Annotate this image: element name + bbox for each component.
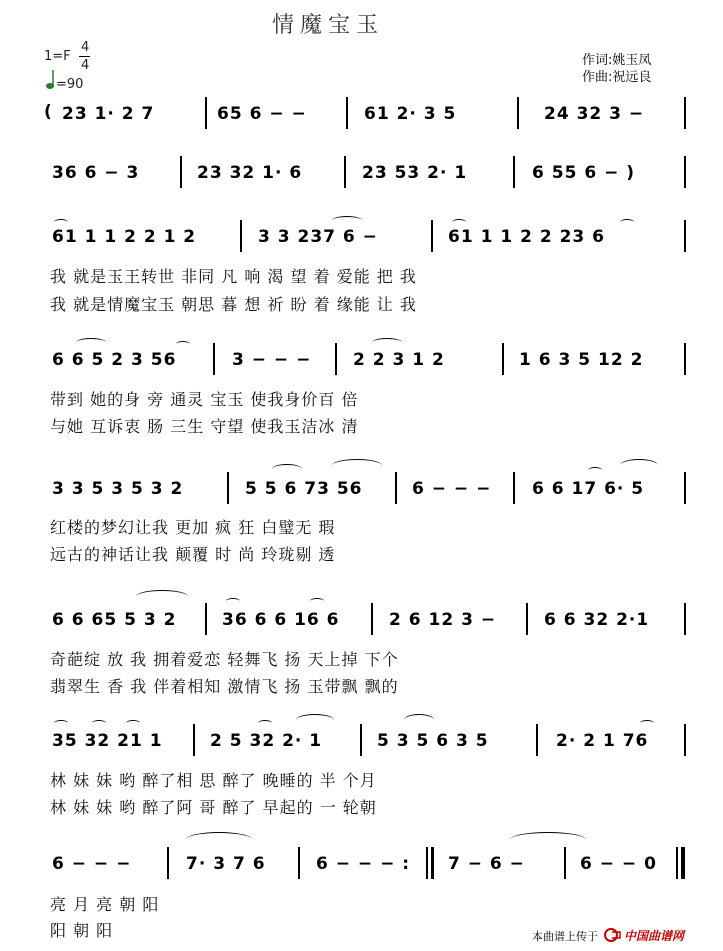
bar-line: [564, 847, 566, 879]
bar-line: [526, 603, 528, 635]
lyric-line-2: 与她 互诉衷 肠 三生 守望 使我玉洁冰 清: [50, 417, 359, 436]
measure-notes: 6 − − −: [412, 479, 492, 499]
bar-line: [684, 603, 686, 635]
time-signature-line: [79, 56, 90, 57]
bar-line: [513, 156, 515, 188]
measure-notes: 3 3 5 3 5 3 2: [52, 479, 184, 499]
measure-notes: 6 − − 0: [580, 854, 657, 874]
slur-mark: [92, 720, 106, 726]
measure-notes: 6 6 17 6· 5: [532, 479, 645, 499]
slur-mark: [332, 459, 382, 472]
measure-notes: 5 3 5 6 3 5: [377, 731, 489, 751]
slur-mark: [258, 720, 272, 726]
time-signature-top: 4: [81, 40, 90, 55]
measure-notes: 6 55 6 − ): [532, 163, 636, 183]
measure-notes: 1 6 3 5 12 2: [519, 350, 644, 370]
slur-mark: [136, 590, 188, 603]
lyric-line-1: 带到 她的身 旁 通灵 宝玉 使我身价百 倍: [50, 390, 359, 409]
bar-line: [684, 156, 686, 188]
bar-line: [205, 603, 207, 635]
bar-line: [371, 603, 373, 635]
bar-line: [213, 343, 215, 375]
composer-credit: 作曲:祝远良: [582, 70, 652, 85]
measure-notes: 35 32 21 1: [52, 731, 163, 751]
lyric-line-1: 我 就是玉王转世 非同 凡 响 渴 望 着 爱能 把 我: [50, 267, 417, 286]
measure-notes: 6 6 5 2 3 56: [52, 350, 177, 370]
lyric-line-1: 红楼的梦幻让我 更加 疯 狂 白璧无 瑕: [50, 518, 336, 537]
measure-notes: 2· 2 1 76: [556, 731, 649, 751]
bar-line: [684, 724, 686, 756]
slur-mark: [310, 598, 324, 604]
lyricist-credit: 作词:姚玉凤: [582, 53, 652, 68]
bar-line: [536, 724, 538, 756]
bar-line: [684, 97, 686, 129]
final-bar-line-thick: [681, 847, 685, 879]
slur-mark: [296, 714, 334, 726]
measure-notes: 23 53 2· 1: [362, 163, 468, 183]
slur-mark: [404, 714, 434, 726]
slur-mark: [226, 598, 240, 604]
slur-mark: [186, 832, 252, 847]
lyric-line-2: 远古的神话让我 颠覆 时 尚 玲珑剔 透: [50, 545, 336, 564]
measure-notes: 65 6 − −: [217, 104, 307, 124]
measure-notes: 6 6 65 5 3 2: [52, 610, 177, 630]
lyric-line-1: 亮 月 亮 朝 阳: [50, 895, 160, 914]
slur-mark: [126, 720, 140, 726]
lyric-line-2: 我 就是情魔宝玉 朝思 暮 想 祈 盼 着 缘能 让 我: [50, 295, 417, 314]
measure-notes: 3 − − −: [232, 350, 312, 370]
slur-mark: [76, 338, 106, 347]
measure-notes: 5 5 6 73 56: [245, 479, 363, 499]
bar-line: [205, 97, 207, 129]
lyric-line-2: 翡翠生 香 我 伴着相知 激情飞 扬 玉带飘 飘的: [50, 677, 399, 696]
measure-notes: 2 6 12 3 −: [389, 610, 497, 630]
slur-mark: [640, 720, 654, 726]
slur-mark: [588, 467, 602, 473]
bar-line: [193, 724, 195, 756]
bar-line: [395, 472, 397, 504]
measure-notes: 6 − − −: [52, 854, 132, 874]
bar-line: [240, 220, 242, 252]
slur-mark: [510, 832, 586, 847]
bar-line: [298, 847, 300, 879]
lyric-line-2: 林 妹 妹 哟 醉了阿 哥 醉了 早起的 一 轮朝: [50, 798, 377, 817]
measure-notes: 36 6 6 16 6: [222, 610, 340, 630]
bar-line: [684, 343, 686, 375]
slur-mark: [620, 219, 634, 225]
measure-notes: 7 − 6 −: [448, 854, 525, 874]
bar-line: [227, 472, 229, 504]
repeat-bar-line-thick: [431, 847, 434, 879]
measure-notes: 6 6 32 2·1: [544, 610, 650, 630]
bar-line: [346, 97, 348, 129]
bar-line: [335, 343, 337, 375]
measure-notes: 61 1 1 2 2 1 2: [52, 227, 197, 247]
bar-line: [684, 220, 686, 252]
upload-note: 本曲谱上传于: [532, 930, 598, 943]
bar-line: [517, 97, 519, 129]
bar-line: [431, 220, 433, 252]
measure-notes: 23 32 1· 6: [197, 163, 303, 183]
slur-mark: [272, 464, 302, 474]
measure-notes: 7· 3 7 6: [186, 854, 266, 874]
slur-mark: [452, 219, 466, 225]
tempo-marking: =90: [56, 77, 84, 92]
measure-notes: 61 2· 3 5: [364, 104, 457, 124]
measure-notes: 61 1 1 2 2 23 6: [448, 227, 605, 247]
slur-mark: [332, 216, 362, 225]
bar-line: [684, 472, 686, 504]
lyric-line-2: 阳 朝 阳: [50, 921, 114, 940]
final-bar-line-thin: [676, 847, 678, 879]
slur-mark: [54, 720, 68, 726]
bar-line: [344, 156, 346, 188]
measure-notes: 24 32 3 −: [544, 104, 645, 124]
song-title: 情魔宝玉: [272, 13, 385, 38]
measure-notes: 36 6 − 3: [52, 163, 140, 183]
repeat-bar-line-thin: [426, 847, 428, 879]
site-logo-icon: [604, 927, 622, 941]
opening-parenthesis: (: [44, 102, 53, 122]
bar-line: [513, 472, 515, 504]
measure-notes: 23 1· 2 7: [62, 104, 155, 124]
slur-mark: [54, 219, 68, 225]
lyric-line-1: 奇葩绽 放 我 拥着爱恋 轻舞飞 扬 天上掉 下个: [50, 650, 399, 669]
site-brand[interactable]: 中国曲谱网: [624, 929, 685, 943]
lyric-line-1: 林 妹 妹 哟 醉了相 思 醉了 晚睡的 半 个月: [50, 771, 377, 790]
bar-line: [180, 156, 182, 188]
slur-mark: [620, 459, 658, 472]
slur-mark: [372, 338, 402, 347]
bar-line: [502, 343, 504, 375]
key-signature: 1=F: [44, 49, 71, 64]
measure-notes: 2 2 3 1 2: [353, 350, 445, 370]
bar-line: [360, 724, 362, 756]
bar-line: [167, 847, 169, 879]
time-signature-bottom: 4: [81, 58, 90, 73]
measure-notes: 2 5 32 2· 1: [210, 731, 323, 751]
slur-mark: [176, 341, 190, 347]
measure-notes: 6 − − − :: [316, 854, 411, 874]
measure-notes: 3 3 237 6 −: [258, 227, 378, 247]
